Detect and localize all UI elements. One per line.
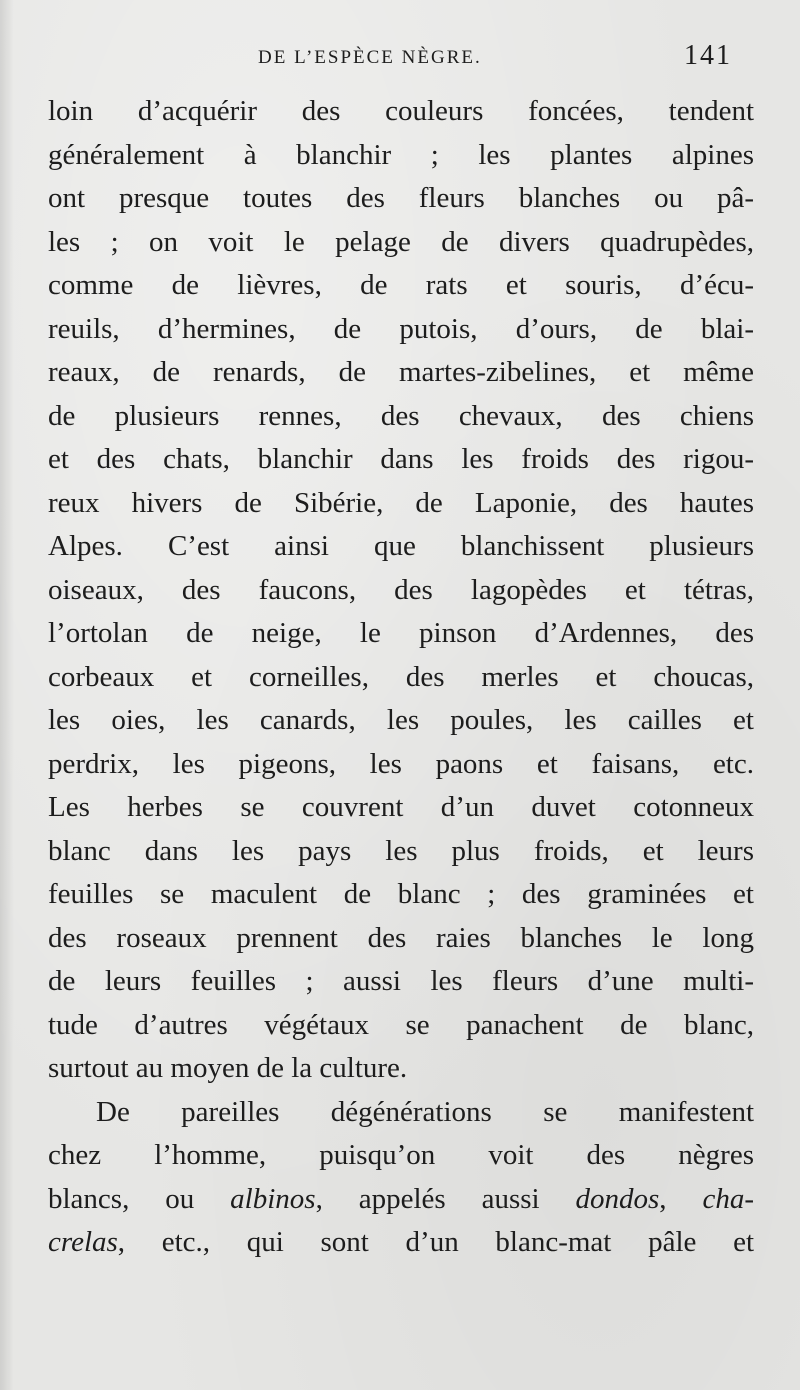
page-edge-shadow bbox=[0, 0, 14, 1390]
paragraph-2 bbox=[48, 1091, 754, 1265]
text-line: ont presque toutes des fleurs blanches ou pâ- bbox=[48, 182, 754, 214]
text-run: , bbox=[659, 1182, 703, 1215]
text-line: Alpes. C’est ainsi que blanchissent plusieurs bbox=[48, 530, 754, 562]
text-line: oiseaux, des faucons, des lagopèdes et tétras, bbox=[48, 573, 754, 606]
text-line: perdrix, les pigeons, les paons et faisans, etc. bbox=[48, 747, 754, 780]
running-title: DE L’ESPÈCE NÈGRE. bbox=[258, 47, 482, 68]
body-text bbox=[48, 90, 754, 1265]
text-line: généralement à blanchir ; les plantes alpines bbox=[48, 138, 754, 171]
text-line: et des chats, blanchir dans les froids des rigou- bbox=[48, 443, 754, 475]
text-line bbox=[48, 1221, 754, 1265]
text-line: blanc dans les pays les plus froids, et leurs bbox=[48, 834, 754, 867]
text-line: chez l’homme, puisqu’on voit des nègres bbox=[48, 1139, 754, 1171]
text-line: reux hivers de Sibérie, de Laponie, des hautes bbox=[48, 486, 754, 519]
text-line: des roseaux prennent des raies blanches le long bbox=[48, 921, 754, 954]
text-line: reuils, d’hermines, de putois, d’ours, de blai- bbox=[48, 312, 754, 345]
italic-term-chacrelas-part2: crelas bbox=[48, 1226, 118, 1258]
text-line: les oies, les canards, les poules, les cailles et bbox=[48, 704, 754, 736]
text-line: de leurs feuilles ; aussi les fleurs d’une multi- bbox=[48, 965, 754, 997]
text-line bbox=[48, 1178, 754, 1222]
text-line: feuilles se maculent de blanc ; des graminées et bbox=[48, 878, 754, 910]
text-line: Les herbes se couvrent d’un duvet cotonneux bbox=[48, 791, 754, 823]
text-line: comme de lièvres, de rats et souris, d’écu- bbox=[48, 269, 754, 301]
text-line: de plusieurs rennes, des chevaux, des chiens bbox=[48, 399, 754, 432]
text-line: tude d’autres végétaux se panachent de blanc, bbox=[48, 1008, 754, 1041]
text-line: les ; on voit le pelage de divers quadrupèdes, bbox=[48, 225, 754, 258]
page-header bbox=[0, 40, 800, 80]
italic-term-chacrelas-part1: cha- bbox=[702, 1182, 754, 1215]
text-line: De pareilles dégénérations se manifestent bbox=[96, 1095, 754, 1128]
text-line: reaux, de renards, de martes-zibelines, et même bbox=[48, 356, 754, 388]
italic-term-dondos: dondos bbox=[575, 1182, 660, 1215]
text-line: surtout au moyen de la culture. bbox=[48, 1052, 408, 1084]
text-run: blancs, ou bbox=[48, 1182, 231, 1215]
text-run: , etc., qui sont d’un blanc-mat pâle et bbox=[117, 1226, 754, 1258]
text-line: l’ortolan de neige, le pinson d’Ardennes, des bbox=[48, 617, 754, 649]
text-line: loin d’acquérir des couleurs foncées, tendent bbox=[48, 95, 754, 127]
paragraph-1 bbox=[48, 90, 754, 1091]
text-run: , appelés aussi bbox=[315, 1182, 576, 1215]
italic-term-albinos: albinos bbox=[230, 1182, 316, 1215]
page-number: 141 bbox=[684, 40, 732, 71]
text-line: corbeaux et corneilles, des merles et choucas, bbox=[48, 660, 754, 693]
